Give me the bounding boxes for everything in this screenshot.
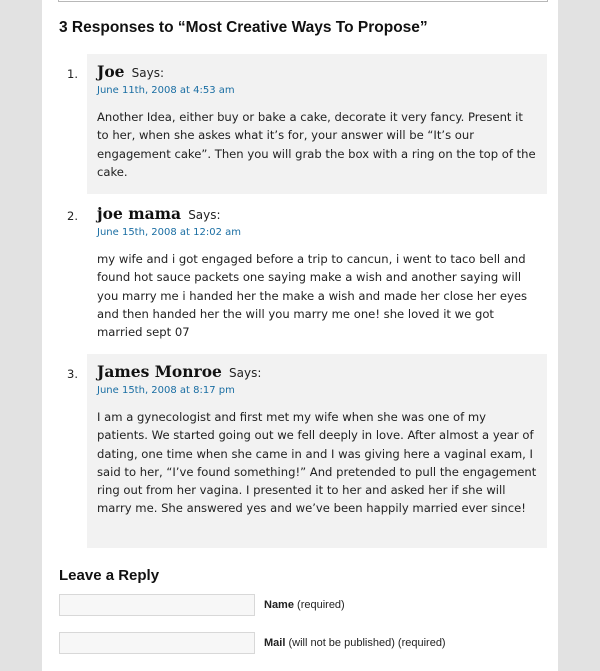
comment-number: 2. [67, 209, 78, 223]
mail-label [264, 637, 446, 649]
mail-field-row [59, 631, 446, 655]
comment-says: Says: [131, 66, 165, 80]
comment-item [67, 354, 547, 548]
comment-date-link[interactable]: June 15th, 2008 at 8:17 pm [97, 385, 235, 396]
name-label [264, 599, 345, 611]
comment-item [67, 196, 547, 346]
name-input[interactable] [59, 594, 255, 616]
comment-body: Another Idea, either buy or bake a cake, decorate it very fancy. Present it to her, when she askes what it’s for, your answer will be “It’s our engagement cake”. Then you will grab the box with a ring on the top of the cake. [97, 110, 536, 179]
comment-number: 3. [67, 367, 78, 381]
responses-heading: 3 Responses to “Most Creative Ways To Propose” [59, 19, 428, 36]
comment-header [97, 204, 537, 225]
comment-body: I am a gynecologist and first met my wife when she was one of my patients. We started going out we fell deeply in love. After almost a year of dating, one time when she came in and I was giving here a vaginal exam, I said to her, “I’ve found something!” And pretended to pull the engagement ring out from her vagina. I presented it to her and asked her if she will marry me. She answered yes and we’ve been happily married ever since! [97, 410, 537, 516]
leave-reply-heading: Leave a Reply [59, 567, 160, 584]
comment-author: Joe [97, 62, 125, 81]
content-area [42, 0, 558, 671]
comment-item [67, 54, 547, 194]
comment-author: James Monroe [97, 362, 222, 381]
comment-date-link[interactable]: June 15th, 2008 at 12:02 am [97, 227, 242, 238]
name-field-row [59, 593, 345, 617]
mail-label-text: Mail [264, 637, 286, 649]
comment-says: Says: [188, 208, 221, 222]
comment-header [97, 62, 537, 83]
comment-date-link[interactable]: June 11th, 2008 at 4:53 am [97, 85, 235, 96]
comment-author: joe mama [97, 204, 182, 223]
comment-header [97, 362, 537, 383]
comment-number: 1. [67, 67, 78, 81]
mail-required-note: (will not be published) (required) [288, 637, 446, 649]
mail-input[interactable] [59, 632, 255, 654]
name-required-note: (required) [297, 599, 345, 611]
name-label-text: Name [264, 599, 294, 611]
comment-says: Says: [229, 366, 262, 380]
comment-body: my wife and i got engaged before a trip to cancun, i went to taco bell and found hot sauce packets one saying make a wish and another saying will you marry me i handed her the make a wish and made her close her eyes and then handed her the will you marry me one! she loved it we got married sept 07 [97, 252, 527, 340]
previous-content-box [58, 0, 548, 2]
